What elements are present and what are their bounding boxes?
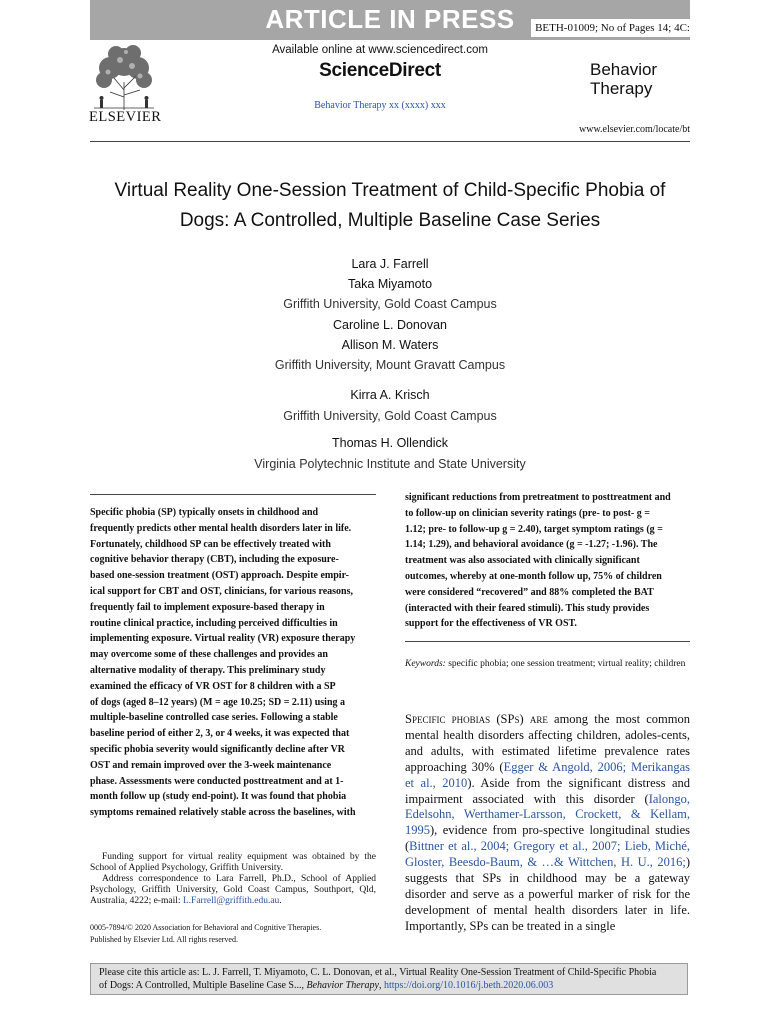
abstract-line: multiple-baseline controlled case series. Following a stable (90, 712, 338, 724)
citation-text: Please cite this article as: L. J. Farrell, T. Miyamoto, C. L. Donovan, et al., Virtual Reality One-Session Treatment of Child-Specific Phobia (99, 967, 657, 978)
abstract-line: baseline period of either 2, 3, or 4 weeks, it was expected that (90, 728, 350, 740)
citation-link[interactable]: Bittner et al., 2004; Gregory et al., 2007; Lieb, Miché, Gloster, Beesdo-Baum, & …& Wittchen, H. U., 2016; (405, 839, 690, 870)
body-intro-paragraph (405, 712, 690, 935)
abstract-column-left (90, 505, 376, 821)
abstract-line: implementing exposure. Virtual reality (VR) exposure therapy (90, 633, 356, 645)
body-text: ). Aside from the significant distress and impairment associated with this disorder ( (405, 775, 690, 806)
keywords-text: specific phobia; one session treatment; virtual reality; children (445, 659, 686, 669)
abstract-top-rule (90, 494, 376, 495)
journal-logo (590, 60, 657, 98)
correspondence-address: Address correspondence to Lara Farrell, Ph.D., School of Applied Psychology, Griffith University, Gold Coast Campus, Southport, Qld, Australia, 4222; e-mail: (90, 874, 376, 906)
citation-separator: , (379, 980, 384, 991)
abstract-line: 1.12; pre- to follow-up g = 2.40), target symptom ratings (g = (405, 523, 663, 535)
copyright-line-2: Published by Elsevier Ltd. All rights reserved. (90, 935, 238, 944)
abstract-column-right (405, 490, 690, 632)
citation-journal: Behavior Therapy (306, 980, 379, 991)
author-name: Thomas H. Ollendick (331, 436, 448, 450)
banner-title: ARTICLE IN PRESS (265, 4, 515, 34)
abstract-line: specific phobia severity would significantly decline after VR (90, 743, 345, 755)
author-affiliation: Virginia Polytechnic Institute and State University (254, 457, 526, 471)
author-name: Lara J. Farrell (351, 257, 429, 271)
author-affiliation: Griffith University, Gold Coast Campus (283, 297, 497, 311)
citation-box (90, 963, 688, 995)
journal-logo-line1: Behavior (590, 60, 658, 79)
journal-website-link[interactable]: www.elsevier.com/locate/bt (579, 124, 690, 135)
abstract-line: significant reductions from pretreatment to posttreatment and (405, 492, 671, 503)
journal-logo-line2: Therapy (590, 79, 653, 98)
body-text: ) suggests that SPs in childhood may be a gateway disorder and serve as a powerful marker of risk for the development of mental health disorders later in life. Importantly, SPs can be treated in a single (405, 855, 690, 933)
author-affiliation: Griffith University, Gold Coast Campus (283, 409, 497, 423)
abstract-line: routine clinical practice, including perceived difficulties in (90, 617, 338, 629)
author-name: Caroline L. Donovan (333, 318, 447, 332)
abstract-line: 1.14; 1.29), and behavioral avoidance (g = -1.27; -1.96). The (405, 539, 658, 551)
doi-link[interactable]: https://doi.org/10.1016/j.beth.2020.06.003 (384, 980, 554, 991)
author-email-link[interactable]: L.Farrell@griffith.edu.au (182, 896, 280, 906)
abstract-line: phase. Assessments were conducted posttreatment and at 1- (90, 775, 344, 787)
abstract-bottom-rule (405, 641, 690, 642)
funding-note: Funding support for virtual reality equipment was obtained by the School of Applied Psychology, Griffith University. (90, 852, 376, 873)
abstract-line: cognitive behavior therapy (CBT), including the exposure- (90, 554, 339, 566)
abstract-line: treatment was also associated with clinically significant (405, 555, 640, 567)
abstract-line: OST and remain improved over the 3-week maintenance (90, 759, 332, 771)
elsevier-tree-logo-icon (90, 42, 158, 112)
abstract-line: outcomes, whereby at one-month follow up, 75% of children (405, 570, 662, 582)
abstract-line: symptoms remained relatively stable across the baselines, with (90, 807, 356, 819)
abstract-line: ical support for CBT and OST, clinicians, for various reasons, (90, 585, 354, 597)
abstract-line: based one-session treatment (OST) approach. Despite empir- (90, 570, 349, 582)
author-affiliation: Griffith University, Mount Gravatt Campus (274, 358, 506, 372)
citation-text-continued: of Dogs: A Controlled, Multiple Baseline Case S..., (99, 980, 307, 991)
author-name: Allison M. Waters (341, 338, 439, 352)
keywords-label: Keywords: (405, 659, 446, 669)
abstract-line: month follow up (study end-point). It was found that phobia (90, 791, 347, 803)
author-name: Taka Miyamoto (347, 277, 433, 291)
abstract-line: alternative modality of therapy. This preliminary study (90, 664, 326, 676)
article-id: BETH-01009; No of Pages 14; 4C: (531, 19, 690, 37)
article-in-press-banner (90, 0, 690, 40)
abstract-line: to follow-up on clinician severity ratings (pre- to post- g = (405, 507, 650, 519)
abstract-line: support for the effectiveness of VR OST. (405, 618, 577, 630)
title-line-2: Dogs: A Controlled, Multiple Baseline Case Series (179, 210, 601, 231)
body-text: among the most common mental health disorders affecting children, adoles-cents, and adults, with estimated lifetime prevalence rates approaching 30% ( (405, 712, 690, 774)
correspondence-end: . (279, 896, 282, 906)
abstract-line: frequently predicts other mental health disorders later in life. (90, 522, 352, 534)
abstract-line: Fortunately, childhood SP can be effectively treated with (90, 538, 331, 550)
abstract-line: (interacted with their feared stimuli). This study provides (405, 602, 650, 614)
abstract-line: may overcome some of these challenges and provides an (90, 649, 328, 661)
correspondence-note (90, 874, 376, 907)
abstract-line: of dogs (aged 8–12 years) (M = age 10.25; SD = 2.11) using a (90, 696, 345, 708)
abstract-line: were considered “recovered” and 88% completed the BAT (405, 586, 654, 598)
title-line-1: Virtual Reality One-Session Treatment of Child-Specific Phobia of (114, 180, 666, 201)
publisher-name: ELSEVIER (89, 109, 162, 125)
journal-reference-link[interactable]: Behavior Therapy xx (xxxx) xxx (314, 100, 446, 111)
available-online-text: Available online at www.sciencedirect.com (272, 44, 488, 56)
copyright-line-1: 0005-7894/© 2020 Association for Behavioral and Cognitive Therapies. (90, 923, 322, 932)
article-title (90, 176, 690, 236)
footnote (90, 852, 376, 907)
author-name: Kirra A. Krisch (350, 388, 430, 402)
copyright-notice (90, 922, 376, 946)
intro-lead: Specific phobias (SPs) are (405, 712, 548, 726)
header-divider (90, 141, 690, 142)
body-text: ), evidence from pro-spective longitudinal studies ( (405, 823, 690, 854)
keywords (405, 658, 690, 671)
abstract-line: Specific phobia (SP) typically onsets in childhood and (90, 507, 319, 518)
sciencedirect-logo: ScienceDirect (319, 60, 441, 81)
abstract-line: examined the efficacy of VR OST for 8 children with a SP (90, 680, 336, 692)
abstract-line: frequently fail to implement exposure-based therapy in (90, 601, 325, 613)
citation-link[interactable]: Ialongo, Edelsohn, Werthamer-Larsson, Crockett, & Kellam, 1995 (405, 791, 690, 838)
citation-link[interactable]: Egger & Angold, 2006; Merikangas et al., 2010 (405, 759, 690, 790)
